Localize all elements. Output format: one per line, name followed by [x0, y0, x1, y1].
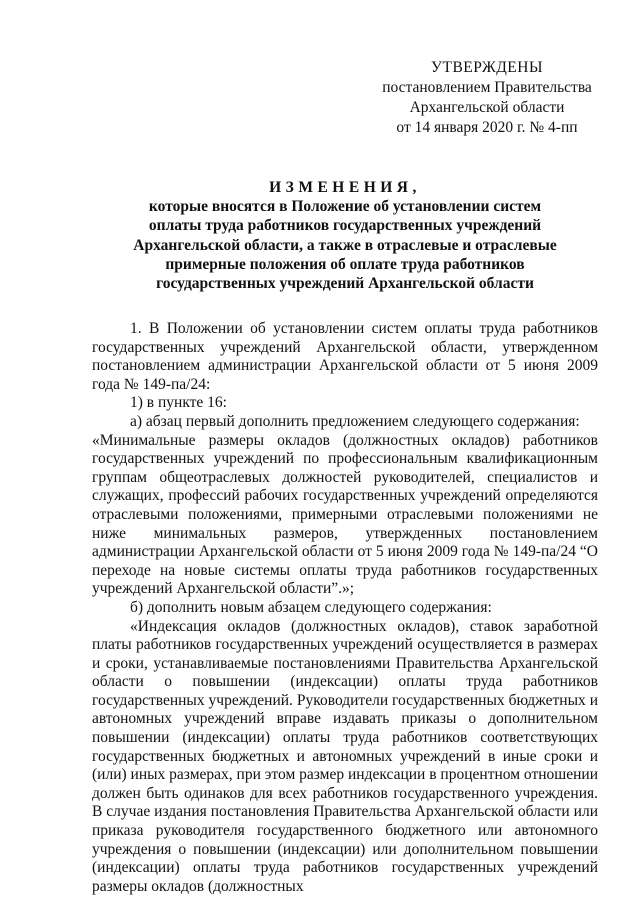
paragraph-4: «Минимальные размеры окладов (должностных окладов) работников государственных учреждений по профессиональным квалификационным группам общеотраслевых должностей руководителей, специалистов и служащих, профессий рабочих государственных учреждений определяются отраслевыми положениями, примерными отраслевыми положениями не ниже минимальных размеров, утвержденных постановлением администрации Архангельской области от 5 июня 2009 года № 149-па/24 “О переходе на новые системы оплаты труда работников государственных учреждений Архангельской области”.»; [92, 431, 598, 598]
title-line-3: Архангельской области, а также в отраслевые и отраслевые [133, 236, 557, 254]
paragraph-5: б) дополнить новым абзацем следующего содержания: [130, 598, 492, 616]
title-line-4: примерные положения об оплате труда работников [165, 255, 525, 273]
paragraph-1: 1. В Положении об установлении систем оплаты труда работников государственных учреждений Архангельской области, утвержденном постановлением администрации Архангельской области от 5 июня 2009 года № 149-па/24: [92, 320, 598, 393]
approval-heading: УТВЕРЖДЕНЫ [431, 59, 543, 76]
approval-line-1: постановлением Правительства [382, 79, 592, 96]
paragraph-2: 1) в пункте 16: [130, 394, 227, 412]
approval-stamp [380, 58, 594, 138]
approval-line-3: от 14 января 2020 г. № 4-пп [396, 119, 578, 136]
title-line-1: которые вносятся в Положение об установлении систем [148, 198, 542, 216]
title-line-2: оплаты труда работников государственных учреждений [148, 217, 542, 235]
document-body [92, 320, 598, 896]
title-main: ИЗМЕНЕНИЯ, [269, 179, 421, 196]
paragraph-6: «Индексация окладов (должностных окладов), ставок заработной платы работников государственных учреждений осуществляется в размерах и сроки, устанавливаемые постановлениями Правительства Архангельской области о повышении (индексации) оплаты труда работников государственных учреждений. Руководители государственных бюджетных и автономных учреждений вправе издавать приказы о дополнительном повышении (индексации) оплаты труда работников соответствующих государственных бюджетных и автономных учреждений в иные сроки и (или) иных размерах, при этом размер индексации в процентном отношении должен быть одинаков для всех работников государственного учреждения. В случае издания постановления Правительства Архангельской области или приказа руководителя государственного бюджетного или автономного учреждения о повышении (индексации) или дополнительном повышении (индексации) оплаты труда работников государственных учреждений размеры окладов (должностных [92, 617, 598, 895]
paragraph-3: а) абзац первый дополнить предложением следующего содержания: [130, 412, 580, 430]
document-title [92, 178, 598, 293]
approval-line-2: Архангельской области [409, 99, 565, 116]
title-line-5: государственных учреждений Архангельской области [156, 275, 534, 293]
